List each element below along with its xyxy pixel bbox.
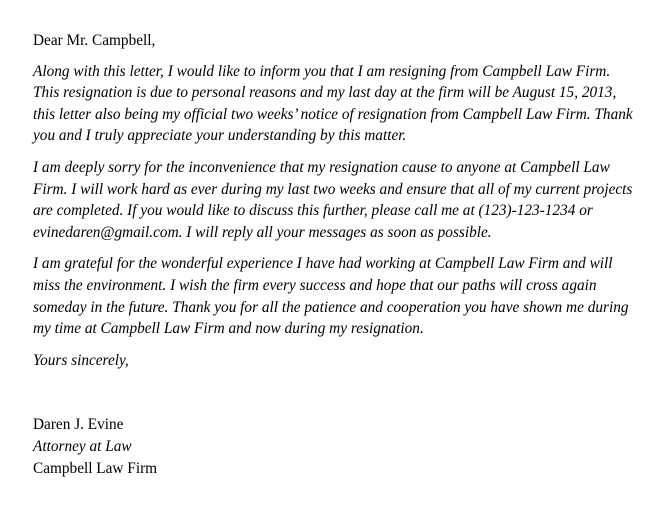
paragraph-gratitude: I am grateful for the wonderful experience I have had working at Campbell Law Firm and will miss the environment. I wish the firm every success and hope that our paths will cross again someday in the future. Thank you for all the patience and cooperation you have shown me during my time at Campbell Law Firm and now during my resignation. xyxy=(33,255,629,338)
closing: Yours sincerely, xyxy=(33,351,129,369)
paragraph-notice: Along with this letter, I would like to inform you that I am resigning from Campbell Law Firm. This resignation is due to personal reasons and my last day at the firm will be August 15, 2013, this letter also being my official two weeks’ notice of resignation from Campbell Law Firm. Thank you and I truly appreciate your understanding by this matter. xyxy=(33,62,633,145)
resignation-letter xyxy=(33,30,633,479)
signature-block xyxy=(33,414,633,479)
signature-firm: Campbell Law Firm xyxy=(33,459,158,477)
signature-title: Attorney at Law xyxy=(33,437,132,455)
paragraph-apology: I am deeply sorry for the inconvenience that my resignation cause to anyone at Campbell Law Firm. I will work hard as ever during my last two weeks and ensure that all of my current projects are completed. If you would like to discuss this further, please call me at (123)-123-1234 or evinedaren@gmail.com. I will reply all your messages as soon as possible. xyxy=(33,158,633,241)
signature-name: Daren J. Evine xyxy=(33,416,124,434)
salutation: Dear Mr. Campbell, xyxy=(33,32,156,49)
